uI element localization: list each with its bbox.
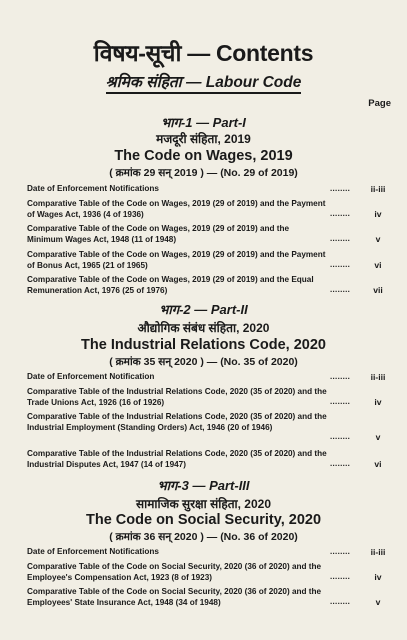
toc-entry[interactable]: Date of Enforcement Notification	[27, 372, 155, 381]
part-1-hindi-title: मजदूरी संहिता, 2019	[156, 132, 251, 146]
page-number: v	[375, 597, 381, 607]
toc-entry[interactable]: Comparative Table of the Industrial Relations Code, 2020 (35 of 2020) and the Trade Unions Act, 1926 (16 of 1926)	[27, 387, 327, 407]
part-3-hindi-title: सामाजिक सुरक्षा संहिता, 2020	[135, 497, 272, 511]
part-2-hindi-title: औद्योगिक संबंध संहिता, 2020	[137, 321, 270, 335]
toc-entry[interactable]: Comparative Table of the Industrial Relations Code, 2020 (35 of 2020) and the Industrial Employment (Standing Orders) Act, 1946 (20 of 1946)	[27, 412, 327, 432]
part-2-code-title: The Industrial Relations Code, 2020	[81, 337, 326, 353]
page-column-label: Page	[368, 98, 391, 109]
page-number: vi	[374, 260, 382, 270]
subtitle-text: श्रमिक संहिता — Labour Code	[106, 74, 302, 94]
dot-leader: ........	[330, 285, 351, 294]
part-3-code-number: ( क्रमांक 36 सन् 2020 ) — (No. 36 of 2020)	[109, 531, 298, 543]
dot-leader: ........	[330, 459, 351, 468]
page-number: v	[375, 234, 381, 244]
page-number: ii-iii	[370, 184, 386, 194]
part-1-code-number: ( क्रमांक 29 सन् 2019 ) — (No. 29 of 2019)	[109, 167, 298, 179]
page-number: iv	[374, 572, 382, 582]
part-1-code-title: The Code on Wages, 2019	[114, 148, 293, 164]
dot-leader: ........	[330, 597, 351, 606]
toc-entry[interactable]: Date of Enforcement Notifications	[27, 547, 159, 556]
page-number: vi	[374, 459, 382, 469]
dot-leader: ........	[330, 234, 351, 243]
dot-leader: ........	[330, 372, 351, 381]
dot-leader: ........	[330, 209, 351, 218]
part-1-heading: भाग-1 — Part-I	[161, 115, 246, 130]
part-2-code-number: ( क्रमांक 35 सन् 2020 ) — (No. 35 of 2020)	[109, 356, 298, 368]
part-3-code-title: The Code on Social Security, 2020	[85, 512, 322, 528]
toc-entry[interactable]: Comparative Table of the Code on Wages, 2019 (29 of 2019) and the Payment of Wages Act, 1936 (4 of 1936)	[27, 199, 326, 219]
page-number: v	[375, 432, 381, 442]
page-number: vii	[373, 285, 383, 295]
page-number: iv	[374, 397, 382, 407]
dot-leader: ........	[330, 432, 351, 441]
dot-leader: ........	[330, 547, 351, 556]
page-number: ii-iii	[370, 547, 386, 557]
dot-leader: ........	[330, 260, 351, 269]
dot-leader: ........	[330, 184, 351, 193]
page-subtitle	[0, 70, 407, 92]
toc-entry[interactable]: Comparative Table of the Code on Wages, 2019 (29 of 2019) and the Minimum Wages Act, 1948 (11 of 1948)	[27, 224, 290, 244]
dot-leader: ........	[330, 397, 351, 406]
part-2-heading: भाग-2 — Part-II	[159, 302, 248, 317]
toc-entry[interactable]: Comparative Table of the Code on Social Security, 2020 (36 of 2020) and the Employee's Compensation Act, 1923 (8 of 1923)	[27, 562, 322, 582]
toc-entry[interactable]: Comparative Table of the Industrial Relations Code, 2020 (35 of 2020) and the Industrial Disputes Act, 1947 (14 of 1947)	[27, 449, 327, 469]
toc-entry[interactable]: Comparative Table of the Code on Social Security, 2020 (36 of 2020) and the Employees' State Insurance Act, 1948 (34 of 1948)	[27, 587, 322, 607]
toc-entry[interactable]: Comparative Table of the Code on Wages, 2019 (29 of 2019) and the Equal Remuneration Act, 1976 (25 of 1976)	[27, 275, 314, 295]
dot-leader: ........	[330, 572, 351, 581]
toc-entry[interactable]: Date of Enforcement Notifications	[27, 184, 159, 193]
toc-entry[interactable]: Comparative Table of the Code on Wages, 2019 (29 of 2019) and the Payment of Bonus Act, 1965 (21 of 1965)	[27, 250, 326, 270]
page-number: ii-iii	[370, 372, 386, 382]
part-3-heading: भाग-3 — Part-III	[157, 478, 250, 493]
page-number: iv	[374, 209, 382, 219]
page-title: विषय-सूची — Contents	[93, 40, 314, 66]
